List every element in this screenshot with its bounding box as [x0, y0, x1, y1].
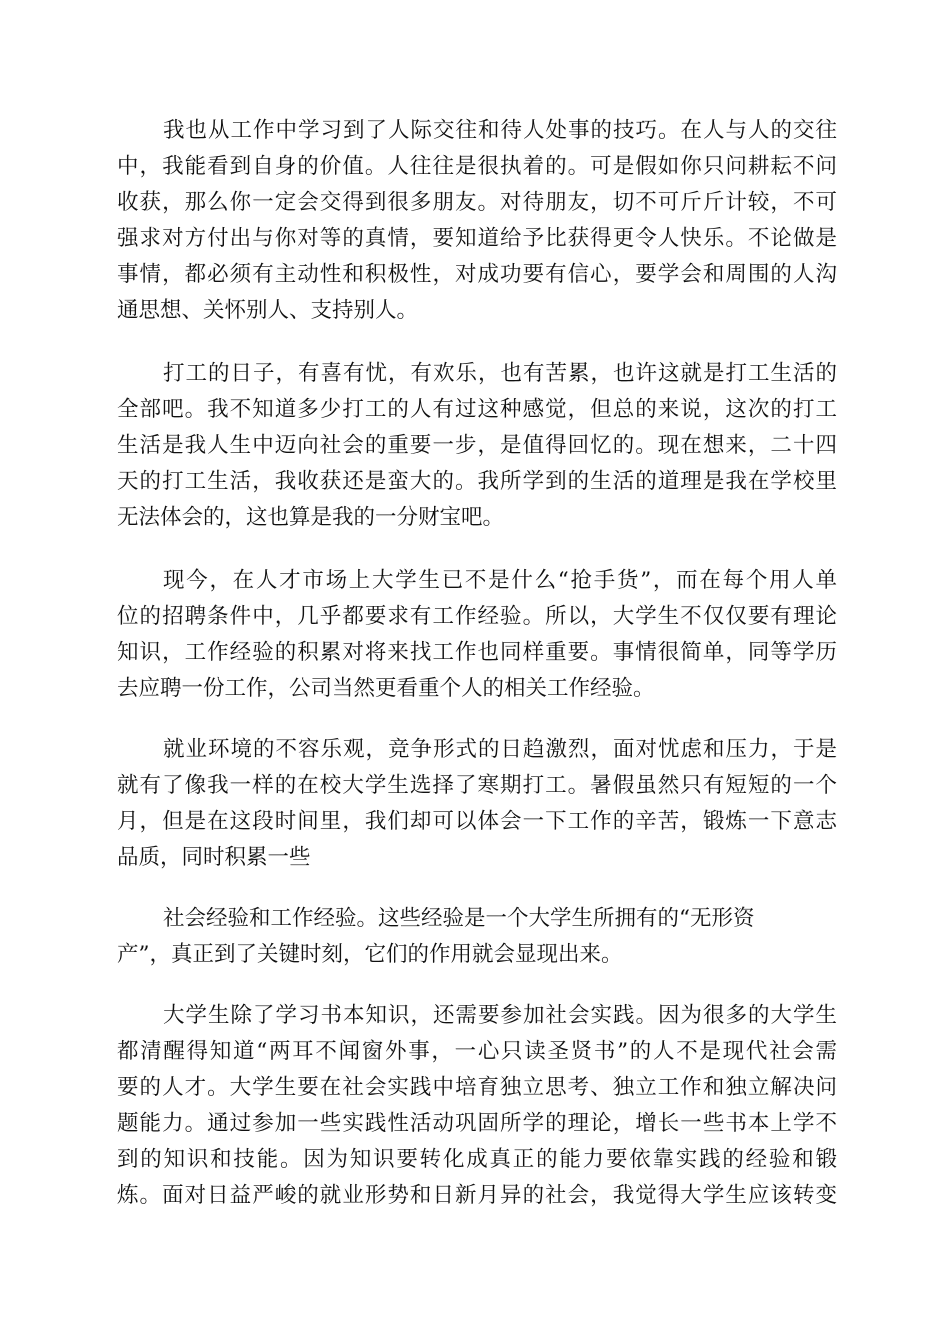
text-line: 强求对方付出与你对等的真情，要知道给予比获得更令人快乐。不论做是 [117, 226, 837, 251]
text-line: 全部吧。我不知道多少打工的人有过这种感觉，但总的来说，这次的打工 [117, 397, 837, 422]
text-line: 都清醒得知道“两耳不闻窗外事，一心只读圣贤书”的人不是现代社会需 [117, 1039, 837, 1064]
text-line: 打工的日子，有喜有忧，有欢乐，也有苦累，也许这就是打工生活的 [163, 361, 837, 386]
text-line: 到的知识和技能。因为知识要转化成真正的能力要依靠实践的经验和锻 [117, 1147, 837, 1172]
text-line: 去应聘一份工作，公司当然更看重个人的相关工作经验。 [117, 676, 655, 701]
text-line: 月，但是在这段时间里，我们却可以体会一下工作的辛苦，锻炼一下意志 [117, 809, 837, 834]
text-line: 产”，真正到了关键时刻，它们的作用就会显现出来。 [117, 942, 623, 967]
text-line: 事情，都必须有主动性和积极性，对成功要有信心，要学会和周围的人沟 [117, 262, 837, 287]
text-line: 要的人才。大学生要在社会实践中培育独立思考、独立工作和独立解决问 [117, 1075, 837, 1100]
text-line: 我也从工作中学习到了人际交往和待人处事的技巧。在人与人的交往 [163, 118, 837, 143]
text-line: 天的打工生活，我收获还是蛮大的。我所学到的生活的道理是我在学校里 [117, 469, 837, 494]
text-line: 通思想、关怀别人、支持别人。 [117, 298, 419, 323]
text-line: 生活是我人生中迈向社会的重要一步，是值得回忆的。现在想来，二十四 [117, 433, 837, 458]
text-line: 中，我能看到自身的价值。人往往是很执着的。可是假如你只问耕耘不问 [117, 154, 837, 179]
text-line: 收获，那么你一定会交得到很多朋友。对待朋友，切不可斤斤计较，不可 [117, 190, 837, 215]
text-line: 现今，在人才市场上大学生已不是什么“抢手货”，而在每个用人单 [163, 568, 837, 593]
text-line: 品质，同时积累一些 [117, 845, 311, 870]
text-line: 知识，工作经验的积累对将来找工作也同样重要。事情很简单，同等学历 [117, 640, 837, 665]
text-line: 位的招聘条件中，几乎都要求有工作经验。所以，大学生不仅仅要有理论 [117, 604, 837, 629]
text-line: 炼。面对日益严峻的就业形势和日新月异的社会，我觉得大学生应该转变 [117, 1183, 837, 1208]
text-line: 题能力。通过参加一些实践性活动巩固所学的理论，增长一些书本上学不 [117, 1111, 837, 1136]
text-line: 就有了像我一样的在校大学生选择了寒期打工。暑假虽然只有短短的一个 [117, 773, 837, 798]
text-line: 大学生除了学习书本知识，还需要参加社会实践。因为很多的大学生 [163, 1003, 837, 1028]
text-line: 社会经验和工作经验。这些经验是一个大学生所拥有的“无形资 [163, 906, 755, 931]
text-line: 无法体会的，这也算是我的一分财宝吧。 [117, 505, 505, 530]
text-line: 就业环境的不容乐观，竞争形式的日趋激烈，面对忧虑和压力，于是 [163, 737, 837, 762]
